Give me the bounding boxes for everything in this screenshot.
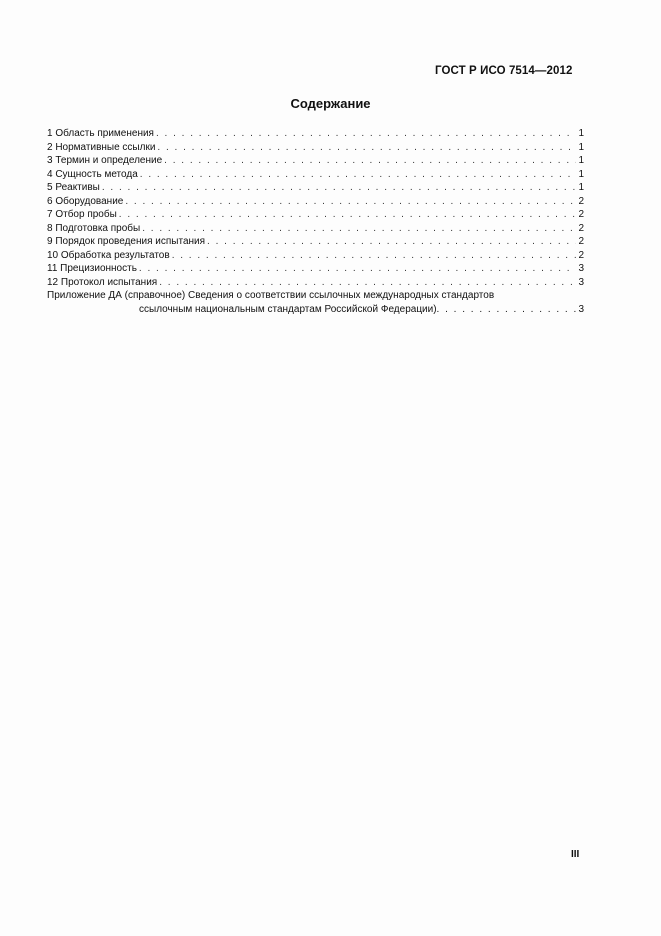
toc-leader [125,195,576,209]
toc-entry[interactable] [47,222,584,236]
toc-label: 2 Нормативные ссылки [47,141,156,153]
toc-label: 8 Подготовка пробы [47,222,141,234]
toc-entry[interactable] [47,168,584,182]
toc-label: 12 Протокол испытания [47,276,158,288]
toc-appendix-continuation[interactable] [47,303,584,317]
toc-leader [156,127,576,141]
toc-leader [119,208,577,222]
toc-entry[interactable] [47,208,584,222]
toc-entry[interactable] [47,154,584,168]
toc-leader [139,262,577,276]
toc-entry[interactable] [47,235,584,249]
contents-title: Содержание [290,96,371,111]
toc-leader [164,154,576,168]
document-number: ГОСТ Р ИСО 7514—2012 [435,65,573,77]
toc-label: 3 Термин и определение [47,155,163,166]
toc-page: 1 [578,141,584,153]
toc-page: 2 [578,236,584,247]
toc-label: 1 Область применения [47,128,154,139]
toc-page: 1 [578,155,584,166]
toc-appendix-page: 3 [578,303,584,315]
toc-entry[interactable] [47,262,584,276]
toc-entry[interactable] [47,141,584,155]
toc-entry[interactable] [47,127,584,141]
toc-page: 3 [578,263,584,274]
toc-leader [159,276,576,290]
toc-appendix-label: ссылочным национальным стандартам Российской Федерации) [139,303,437,315]
table-of-contents [47,127,584,316]
toc-label: 7 Отбор пробы [47,209,117,220]
toc-label: 10 Обработка результатов [47,249,170,261]
toc-entry[interactable] [47,276,584,290]
toc-page: 2 [578,195,584,207]
toc-page: 1 [578,168,584,180]
toc-leader [102,181,577,195]
toc-entry[interactable] [47,181,584,195]
toc-page: 2 [578,249,584,261]
toc-label: 5 Реактивы [47,182,100,193]
page-number: III [571,849,580,860]
toc-page: 2 [578,209,584,220]
toc-entry[interactable] [47,249,584,263]
toc-label: 4 Сущность метода [47,168,138,180]
toc-page: 1 [578,182,584,193]
toc-page: 3 [578,276,584,288]
toc-leader [437,303,579,317]
toc-appendix-title[interactable]: Приложение ДА (справочное) Сведения о соответствии ссылочных международных стандартов [47,290,495,301]
toc-page: 1 [578,128,584,139]
toc-label: 11 Прецизионность [47,263,137,274]
toc-leader [157,141,576,155]
toc-label: 6 Оборудование [47,195,124,207]
toc-entry[interactable] [47,195,584,209]
toc-label: 9 Порядок проведения испытания [47,236,206,247]
toc-leader [140,168,577,182]
toc-leader [142,222,576,236]
toc-page: 2 [578,222,584,234]
toc-leader [207,235,576,249]
toc-leader [172,249,577,263]
